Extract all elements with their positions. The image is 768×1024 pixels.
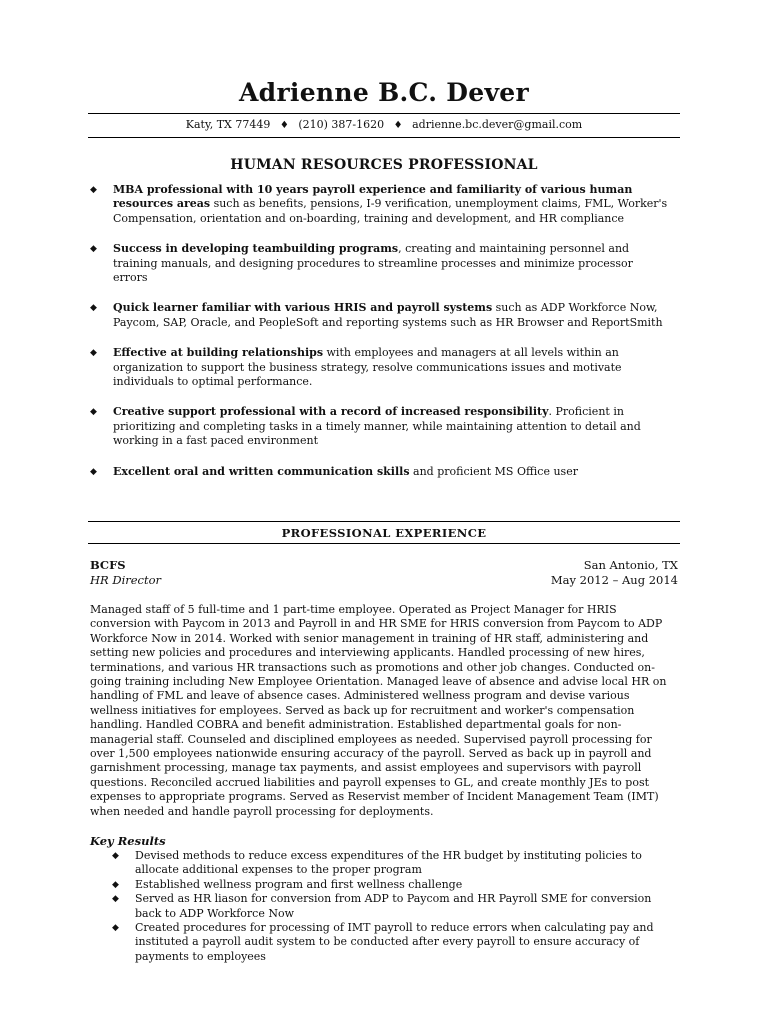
job-company: BCFS bbox=[90, 558, 126, 572]
professional-headline: HUMAN RESOURCES PROFESSIONAL bbox=[230, 157, 538, 173]
summary-item-text: such as benefits, pensions, I-9 verification, unemployment claims, FML, Worker's Compensation, orientation and on-boarding, training and development, and HR compliance bbox=[113, 197, 668, 225]
key-result-text: Devised methods to reduce excess expenditures of the HR budget by instituting policies to allocate additional expenses to the proper program bbox=[135, 849, 642, 877]
header-rule bbox=[88, 113, 680, 114]
bullet-icon: ◆ bbox=[90, 244, 97, 255]
contact-rule bbox=[88, 137, 680, 138]
key-results-list bbox=[112, 849, 678, 964]
summary-item-text: , creating and maintaining personnel and training manuals, and designing procedures to streamline processes and minimize processor errors bbox=[113, 242, 633, 285]
key-result-text: Created procedures for processing of IMT payroll to reduce errors when calculating pay and instituted a payroll audit system to be conducted after every payroll to ensure accuracy of payments to employees bbox=[135, 921, 654, 963]
summary-list bbox=[90, 183, 670, 495]
key-result-item bbox=[112, 921, 678, 964]
bullet-icon: ◆ bbox=[112, 851, 119, 861]
contact-line bbox=[0, 118, 768, 131]
summary-item bbox=[90, 405, 670, 448]
summary-item bbox=[90, 301, 670, 330]
bullet-icon: ◆ bbox=[90, 407, 97, 418]
job-description: Managed staff of 5 full-time and 1 part-time employee. Operated as Project Manager for HRIS conversion with Paycom in 2013 and Payroll in and HR SME for HRIS conversion from Paycom to ADP Workforce Now in 2014. Worked with senior management in training of HR staff, administering and setting new policies and procedures and interviewing applicants. Handled processing of new hires, terminations, and various HR transactions such as promotions and other job changes. Conducted on-going training including New Employee Orientation. Managed leave of absence and advise local HR on handling of FML and leave of absence cases. Administered wellness program and devise various wellness initiatives for employees. Served as back up for recruitment and worker's compensation handling. Handled COBRA and benefit administration. Established departmental goals for non-managerial staff. Counseled and disciplined employees as needed. Supervised payroll processing for over 1,500 employees nationwide ensuring accuracy of the payroll. Served as back up in payroll and garnishment processing, manage tax payments, and assist employees and supervisors with payroll questions. Reconciled accrued liabilities and payroll expenses to GL, and create monthly JEs to post expenses to appropriate programs. Served as Reservist member of Incident Management Team (IMT) when needed and handle payroll processing for deployments. bbox=[90, 603, 667, 818]
summary-item-lead: Effective at building relationships bbox=[113, 346, 324, 360]
key-result-text: Established wellness program and first wellness challenge bbox=[135, 877, 463, 891]
summary-item-lead: Creative support professional with a record of increased responsibility bbox=[113, 405, 549, 419]
bullet-icon: ◆ bbox=[90, 185, 97, 195]
key-result-item bbox=[112, 878, 678, 892]
summary-item bbox=[90, 465, 670, 479]
job-title: HR Director bbox=[90, 573, 162, 587]
key-results-title: Key Results bbox=[90, 834, 166, 848]
summary-item-text: with employees and managers at all levels within an organization to support the business strategy, resolve communications issues and motivate individuals to optimal performance. bbox=[113, 346, 622, 389]
key-result-text: Served as HR liason for conversion from ADP to Paycom and HR Payroll SME for conversion back to ADP Workforce Now bbox=[135, 892, 652, 920]
bullet-icon: ◆ bbox=[112, 879, 119, 890]
contact-phone: (210) 387-1620 bbox=[298, 118, 385, 131]
bullet-icon: ◆ bbox=[90, 466, 97, 477]
summary-item-lead: Success in developing teambuilding programs bbox=[113, 242, 399, 256]
bullet-icon: ◆ bbox=[112, 923, 119, 934]
job-dates: May 2012 – Aug 2014 bbox=[550, 573, 678, 587]
summary-item-lead: Quick learner familiar with various HRIS and payroll systems bbox=[113, 301, 493, 315]
section-rule-top bbox=[88, 521, 680, 522]
contact-city: Katy, TX 77449 bbox=[185, 118, 271, 131]
summary-item-text: . Proficient in prioritizing and completing tasks in a timely manner, while maintaining attention to detail and working in a fast paced environment bbox=[113, 405, 641, 448]
bullet-icon: ◆ bbox=[90, 348, 97, 359]
summary-item-text: and proficient MS Office user bbox=[409, 464, 578, 478]
job-title-row bbox=[90, 573, 678, 587]
bullet-icon: ◆ bbox=[112, 894, 119, 905]
summary-item bbox=[90, 346, 670, 389]
bullet-icon: ◆ bbox=[90, 303, 97, 314]
summary-item-lead: Excellent oral and written communication skills bbox=[113, 464, 410, 478]
candidate-name: Adrienne B.C. Dever bbox=[238, 78, 529, 107]
experience-section-title: PROFESSIONAL EXPERIENCE bbox=[281, 526, 487, 540]
summary-item bbox=[90, 242, 670, 285]
key-result-item bbox=[112, 849, 678, 878]
contact-email[interactable]: adrienne.bc.dever@gmail.com bbox=[412, 118, 583, 131]
key-result-item bbox=[112, 892, 678, 921]
section-rule-bottom bbox=[88, 543, 680, 544]
diamond-separator-icon: ♦ bbox=[279, 120, 289, 131]
job-location: San Antonio, TX bbox=[583, 558, 678, 572]
job-company-row bbox=[90, 558, 678, 572]
diamond-separator-icon: ♦ bbox=[393, 120, 403, 131]
summary-item-text: such as ADP Workforce Now, Paycom, SAP, Oracle, and PeopleSoft and reporting systems such as HR Browser and ReportSmith bbox=[113, 301, 663, 329]
summary-item bbox=[90, 183, 670, 226]
summary-item-lead: MBA professional with 10 years payroll experience and familiarity of various human resources areas bbox=[113, 183, 633, 211]
